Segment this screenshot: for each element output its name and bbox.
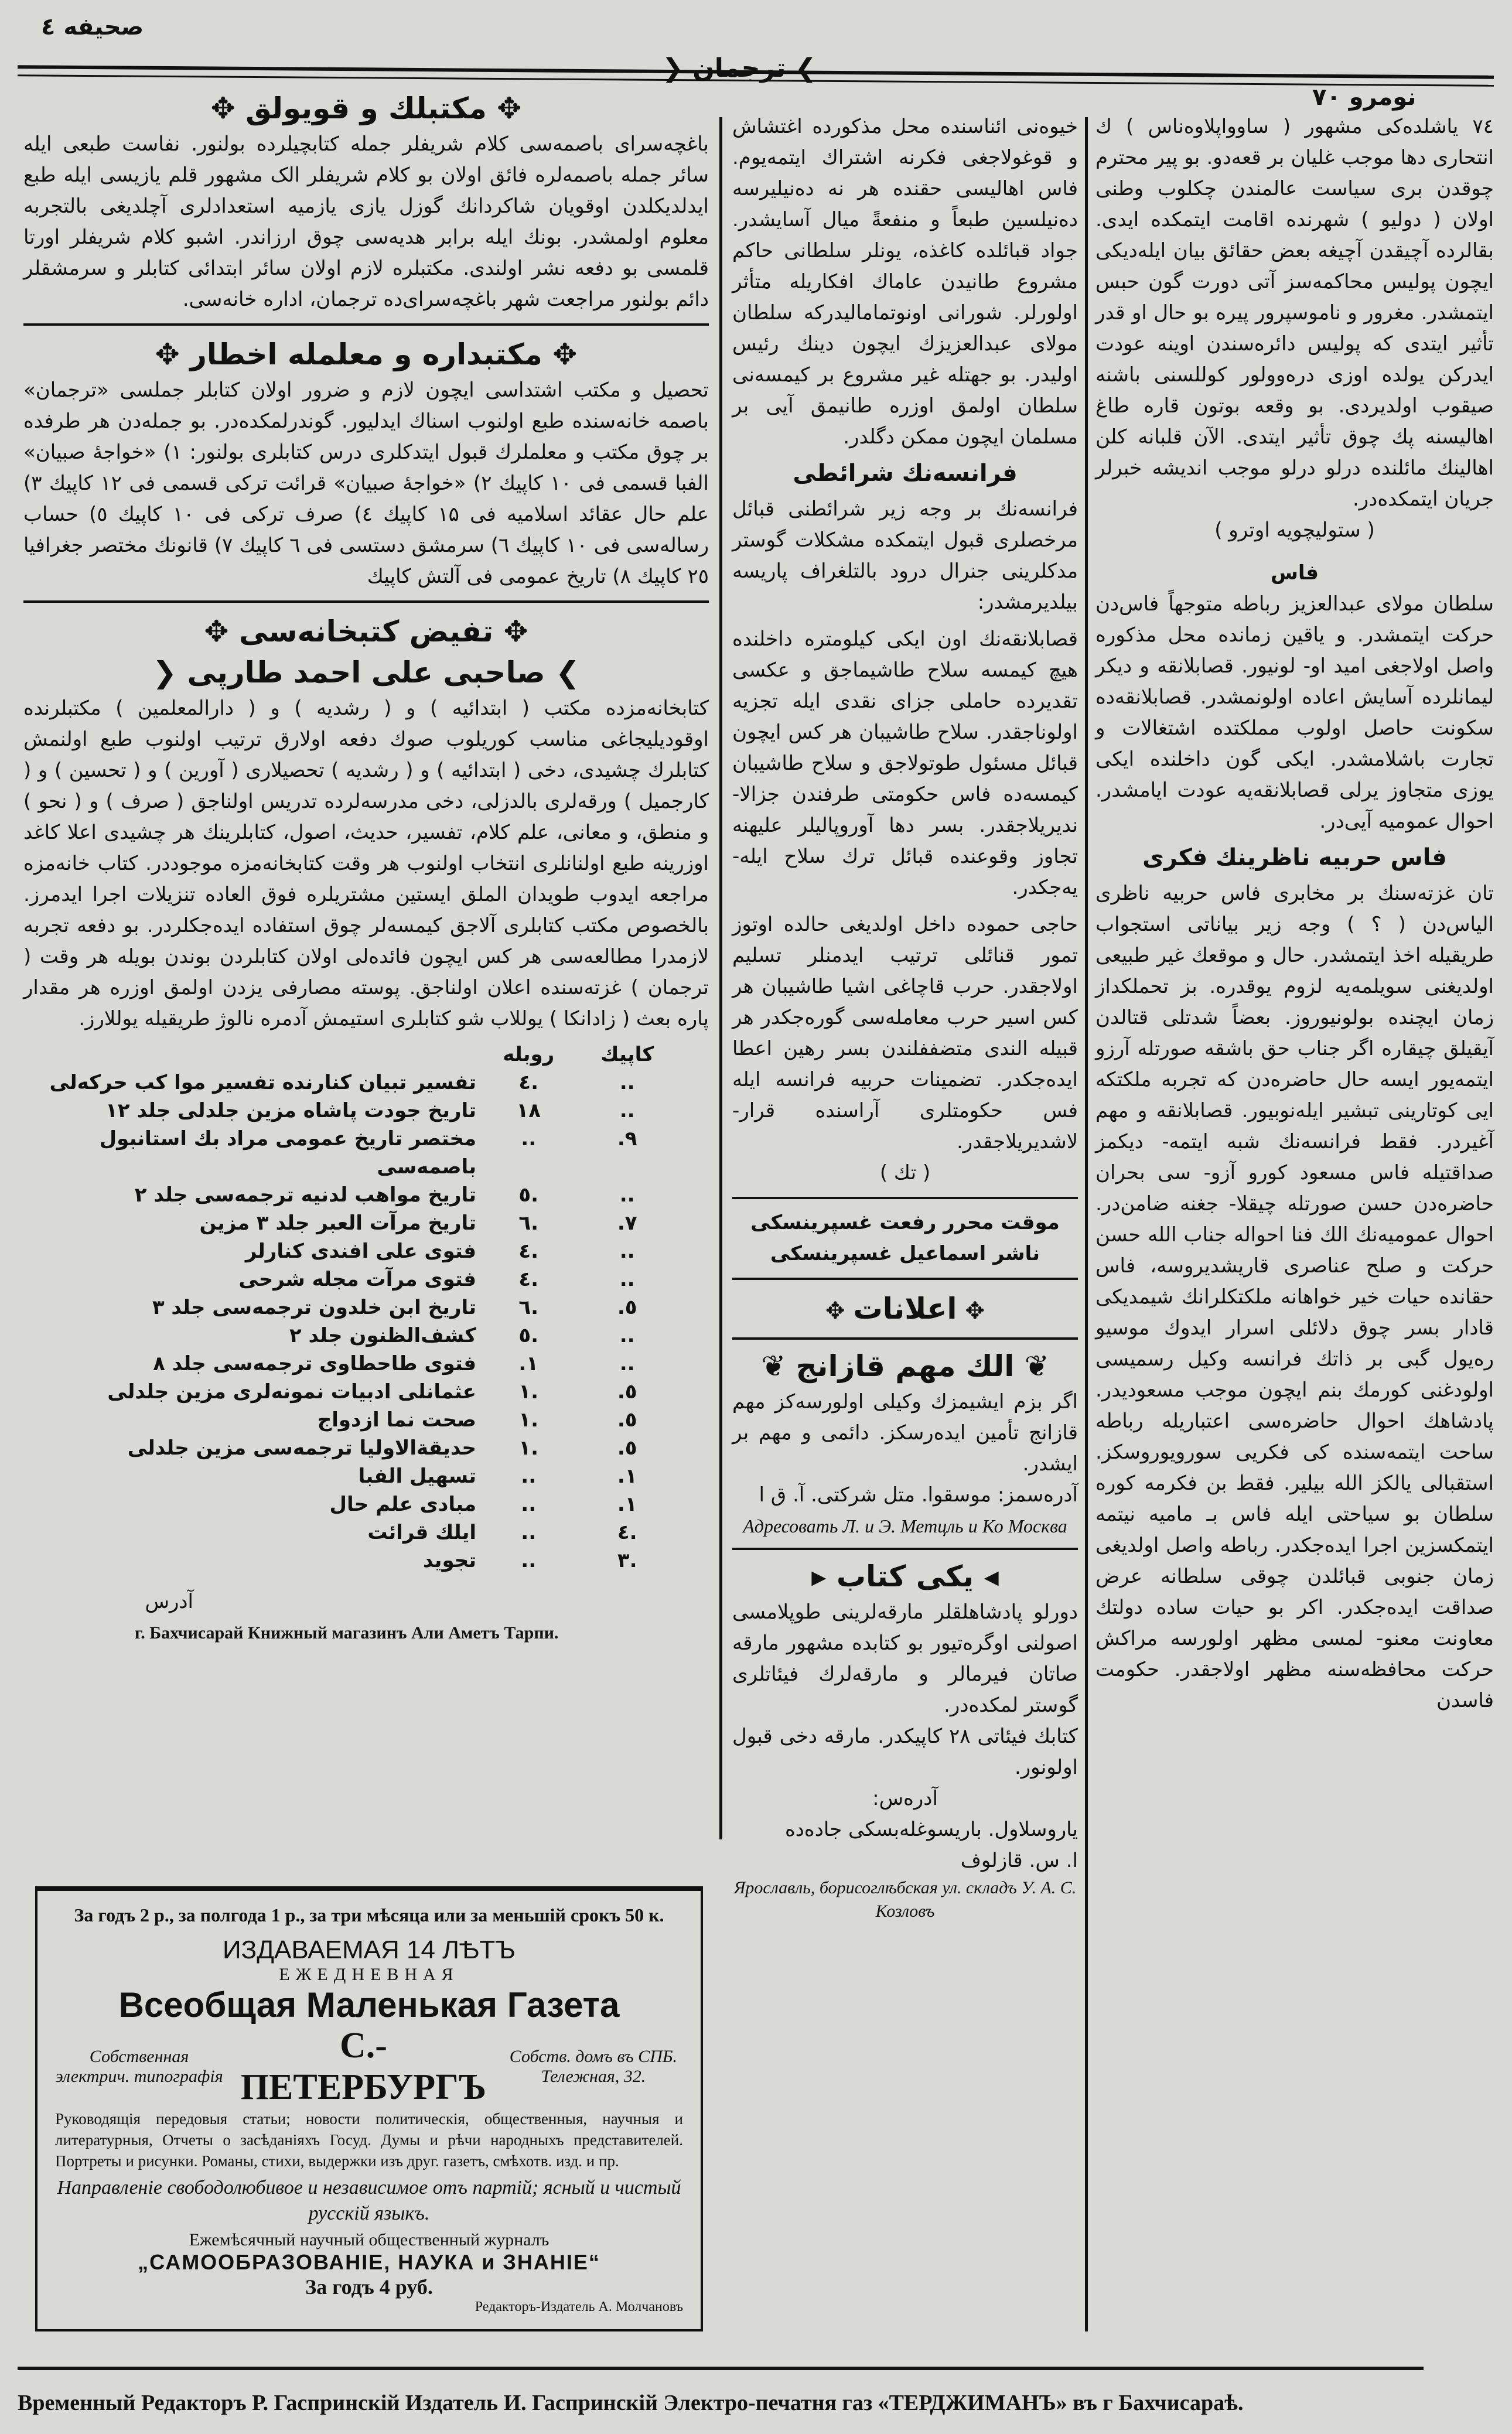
article-minister: تان غزته‌سنك بر مخابری فاس حربیه ناظری الیاس‌دن ( ؟ ) وجه زیر بیاناتی استجواب طریقیله اخذ ایتمشدر. حال و موقعك غیر طبیعی اولدیغنی سویلمه‌یه لزوم یوقدره. بز تحملکداز زمان ایچنده بولونیوروز. بعضاً شدتلی قتالدن آیقیلق چیقاره اگر جناب حق باشقه صورتله آرزو ایتمه‌یور ایسه حال حاضره‌دن که تجربه ملکتکه ایی کوتارینی تبشیر ایله‌نوبیور. قصابلانقه و مهم آغیردر. فقط فرانسه‌نك شبه ایتمه- دیکمز صداقتیله فاس مسعود کورو آزو- سی بحران حاضره‌دن حسن صورتله چیقلا- جغنه ضامن‌در. احوال عمومیه‌نك الك فنا احواله جناب الله حسن حرکت و صلح عناصری قاریشدیروسه، فاس حقانده حیات خیر خواهانه ملکتکلرانك شیمدیکی قادار بسر چوق دلائلی اسرار ایدوك موسیو ره‌یول گبی بر ذاتك فرانسه وکیل رسمیسی اولودغنی کورمك بنم ایچون موجب مسعودیدر. پادشاهك احوال حاضره‌سی اعتباریله رباطه ساحت ایتمه‌سنده کی فکریی سورویوروسکز. استقبالی یالکز الله بیلیر. فقط بن فکرمه کوره سلطان بو سیاحتی ایله فاس بـ مامیه نیتمه ایتمکسزین اجرا ایده‌جکدر. رباطه واصل اولدیغی زمان جنوبی قبائلدن چوقی سلطانه عرض صداقت ایده‌جکدر. اکر بو حیات ساده دولتك معاونت معنو- لمسی مظهر اولورسه مراکش حرکت محافظه‌سنه مظهر اولاجقدر. حکومت فاسدن — [1095, 882, 1494, 1712]
book-row — [23, 1406, 674, 1434]
divider — [732, 1337, 1078, 1340]
article-fas-cont: خیوه‌نی ائناسنده محل مذکورده اغتشاش و قوغولاجغی فکرنه اشتراك ایتمه‌یوم. فاس اهالیسی حقنده هر نه ده‌نیلیرسه ده‌نیلسین طبعاً و منفعةً میال آسایشدر. جواد قبائلده کاغذه، یونلر سلطانی حاکم مشروع طانیدن عاماك افکاریله متأثر اولورلر. شورانی اونوتمامالیدرکه سلطان مولای عبدالعزیزك ایچون دینك رئیس اولیدر. بو جهتله غیر مشروع بر کیمسه‌نی سلطان اولمق اوزره طانیمق آیی بر مسلمان ایچون ممکن دگلدر. — [732, 115, 1078, 449]
ornament-icon: ❦ — [1014, 1349, 1049, 1383]
title-text: ترجمان — [692, 53, 786, 83]
section-heading-schools — [23, 88, 709, 129]
book-title: تاریخ مرآت العبر جلد ۳ مزین — [199, 1211, 477, 1235]
book-kopecks: .. — [619, 1268, 635, 1291]
book-rubles: .٤ — [518, 1240, 539, 1263]
book-kopecks: .. — [619, 1099, 635, 1122]
ad1-address-ru: Адресовать Л. и Э. Метцль и Ко Москва — [743, 1515, 1067, 1537]
book-row — [23, 1293, 674, 1322]
footer-imprint: Временный Редакторъ Р. Гаспринскій Издатель И. Гаспринскій Электро-печатня газ «ТЕРДЖИМАНЪ» въ г Бахчисараѣ. — [18, 2391, 1244, 2415]
book-kopecks: ٥. — [617, 1408, 637, 1432]
column-divider — [719, 117, 722, 1839]
book-row — [23, 1181, 674, 1209]
book-row — [23, 1462, 674, 1490]
ad-body: Руководящія передовыя статьи; новости политическія, общественныя, научныя и литературныя, Отчеты о засѣданіяхъ Госуд. Думы и рѣчи народныхъ представителей. Портреты и рисунки. Романы, стихи, выдержки изъ друг. газетъ, смѣхотв. изд. и пр. — [55, 2110, 683, 2170]
advertisement-gazeta — [35, 1886, 703, 2331]
book-rubles: .. — [521, 1549, 537, 1572]
article-conditions-2: قصابلانقه‌نك اون ایکی کیلومتره داخلنده هیچ کیمسه سلاح طاشیماجق و عکسی تقدیرده حاملی جزای نقدی ایله تجزیه اولوناجقدر. سلاح طاشیبان هر کس ایچون قبائل مسئول طوتولاجق و سلاح طاشیبان کیمسه‌ده فاس حکومتی طرفندن جزالا- ندیریلاجقدر. بسر دها آوروپالیلر علیهنه تجاوز وقوعنده قبائل ترك سلاح ایله- یه‌جکدر. — [732, 627, 1078, 899]
ad-address-note: Собств. домъ въ СПБ. Тележная, 32. — [509, 2047, 678, 2086]
book-rubles: .٤ — [518, 1268, 539, 1291]
heading-text: مکتبداره و معلمله اخطار — [190, 337, 542, 371]
book-rubles: .۱ — [518, 1408, 539, 1432]
book-rubles: .۱ — [518, 1380, 539, 1404]
book-kopecks: .. — [619, 1324, 635, 1347]
ad1-body: اگر بزم ایشیمزك وکیلی اولورسه‌کز مهم قازانج تأمین ایده‌رسکز. دائمی و مهم بر ایشدر. — [732, 1390, 1078, 1476]
book-row — [23, 1490, 674, 1518]
ad1-address: آدره‌سمز: موسقوا. متل شرکتی. آ. ق ا — [759, 1483, 1078, 1507]
ad-line-years: ИЗДАВАЕМАЯ 14 ЛѢТЪ — [223, 1935, 516, 1964]
divider — [732, 1548, 1078, 1550]
book-rubles: .٥ — [518, 1183, 539, 1207]
book-kopecks: ٩. — [617, 1127, 637, 1151]
book-title: عثمانلی ادبیات نمونه‌لری مزین جلدلی — [107, 1380, 477, 1404]
ad-direction: Направленіе свободолюбивое и независимое отъ партій; ясный и чистый русскій языкъ. — [57, 2177, 681, 2224]
ad-printing-note: Собственная электрич. типографія — [55, 2047, 223, 2086]
book-kopecks: .. — [619, 1352, 635, 1375]
article-source: ( ستولیچویه اوترو ) — [1214, 518, 1375, 542]
footer-rule — [18, 2367, 1424, 2375]
article-montenegro: ۷٤ یاشلده‌کی مشهور ( ساوواپلاوه‌ناس ) ك انتحاری دها موجب غلیان بر قعه‌دو. بو پیر محترم چوقدن بری سیاست عالمندن چکلوب وطنی اولان ( دولیو ) شهرنده اقامت ایتمکده ایدی. بقالرده آچیقدن آچیغه بعض حقائق بیان ایله‌دیکی ایچون پولیس محاکمه‌سز آتی دورت گون حبس ایتمشدر. مغرور و ناموسپرور پیره بو حال او قدر تأثیر ایتدی که پولیس دائره‌سندن اوینه عودت ایدرکن یولده اوزی دره‌وولور کوللسنی باشنه صیقوب اولدیردی. بو وقعه بوتون قاره طاغ اهالیسنه پك چوق تأثیر ایتدی. الآن قلبانه کلن اهالینك مائلنده درلو درلو موجب اندیشه خبرلر جریان ایتمکده‌در. — [1095, 115, 1494, 511]
article-notice: تحصیل و مکتب اشتداسی ایچون لازم و ضرور اولان کتابلر جملسی «ترجمان» باصمه خانه‌سنده طبع اولنوب اسناك ایدلیور. گوندرلمکده‌در. بو جمله‌دن هر طرفده بر چوق مکتب و معلملرك قبول ایتدکلری درس کتابلری بولنور: ۱) «خواجۀ صبیان» الفبا قسمی فی ۱۰ کاپیك ۲) «خواجۀ صبیان» قرائت ترکی قسمی فی ۱۲ کاپیك ۳) علم حال عقائد اسلامیه فی ۱۵ کاپیك ٤) صرف ترکی فی ۱۰ کاپیك ٥) حساب رساله‌سی فی ۱۰ کاپیك ٦) سرمشق دستسی فی ٦ کاپیك ۷) قانونك مختصر جغرافیا ۲٥ کاپیك ۸) تاریخ عمومی فی آلتش کاپیك — [23, 378, 709, 588]
book-title: فتوی طاحطاوی ترجمه‌سی جلد ۸ — [153, 1352, 477, 1375]
ad1-heading — [732, 1346, 1078, 1387]
ad-newspaper-title: Всеобщая Маленькая Газета — [118, 1985, 620, 2025]
article-sign: ( تك ) — [879, 1161, 931, 1184]
book-kopecks: ٥. — [617, 1380, 637, 1404]
book-row — [23, 1097, 674, 1125]
divider — [732, 1278, 1078, 1280]
section-heading-fas: فاس — [1271, 561, 1319, 585]
book-row — [23, 1434, 674, 1462]
section-heading-notice — [23, 334, 709, 375]
book-rubles: ۱۸ — [516, 1099, 541, 1122]
book-kopecks: .. — [619, 1240, 635, 1263]
book-title: ایلك قرائت — [367, 1521, 477, 1544]
ornament-icon: ✥ — [204, 615, 239, 648]
ornament-icon: ❦ — [761, 1349, 796, 1383]
book-title: صحت نما ازدواج — [317, 1408, 477, 1432]
left-column — [23, 88, 709, 1648]
divider — [23, 600, 709, 603]
book-kopecks: ٥. — [617, 1436, 637, 1460]
publisher-line: ناشر اسماعیل غسپرینسکی — [770, 1242, 1040, 1265]
library-owner — [23, 652, 709, 693]
ad-line-daily: ЕЖЕДНЕВНАЯ — [279, 1965, 459, 1984]
book-title: فتوی مرآت مجله شرحی — [238, 1268, 477, 1291]
ornament-icon: ✥ — [493, 615, 528, 648]
book-title: فتوی علی افندی کنارلر — [245, 1240, 477, 1263]
title-header — [23, 1040, 476, 1068]
ornament-icon: ✥ — [486, 91, 522, 125]
article-conditions-3: حاجی حموده داخل اولدیغی حالده اوتوز تمور قنائلی ترتیب ایدمنلر تسلیم اولاجقدر. حرب قاچاغی اشیا طاشیبان هر کس اسیر حرب معامله‌سی گوره‌جکدر هر قبیله الندی متضففلندن بسر رهین اعطا ایده‌جکدر. تضمینات حربیه فرانسه ایله فس حکومتلری آراسنده قرار- لاشدیریلاجقدر. — [732, 913, 1078, 1153]
book-title: تاریخ ابن خلدون ترجمه‌سی جلد ۳ — [152, 1296, 477, 1319]
divider — [23, 323, 709, 326]
book-kopecks: ۷. — [617, 1211, 637, 1235]
book-row — [23, 1209, 674, 1237]
book-rubles: ۱. — [518, 1352, 539, 1375]
page-number: صحیفه ٤ — [41, 13, 144, 40]
book-rubles: .. — [521, 1127, 537, 1151]
editor-line: موقت محرر رفعت غسپرینسکی — [750, 1211, 1060, 1234]
book-row — [23, 1265, 674, 1293]
ad-editor: Редакторъ-Издатель А. Молчановъ — [475, 2299, 683, 2314]
article-fas: سلطان مولای عبدالعزیز رباطه متوجهاً فاس‌دن حرکت ایتمشدر. و یاقین زمانده محل مذکوره واصل اولاجغی امید او- لونیور. قصابلانقه و دیکر لیمانلرده آسایش اعاده اولونمشدر. قصابلانقه‌ده سکونت حاصل اولوب مملکتده اشتغالات و تجارت باشلامشدر. ایکی گون داخلنده ایکی یوزی متجاوز یرلی قصابلانقه‌یه عودت ایامشدر. احوال عمومیه آیی‌در. — [1095, 592, 1494, 833]
ad2-heading — [732, 1556, 1078, 1597]
subscription-prices: За годъ 2 р., за полгода 1 р., за три мѣсяца или за меньшій срокъ 50 к. — [74, 1904, 664, 1926]
middle-column — [732, 111, 1078, 1923]
book-price-list — [23, 1040, 709, 1575]
ad2-name: ا. س. قازلوف — [960, 1849, 1078, 1872]
ads-heading-text: اعلانات — [853, 1292, 957, 1326]
journal-price: За годъ 4 руб. — [305, 2275, 433, 2299]
article-conditions: فرانسه‌نك بر وجه زیر شرائطنی قبائل مرخصلری قبول ایتمکده مشکلات گوستر مدکلرینی جنرال درود بالتلغراف پاریسه بیلدیرمشدر: — [732, 497, 1078, 614]
book-rubles: .٦ — [518, 1296, 539, 1319]
book-row — [23, 1518, 674, 1547]
price-header — [23, 1040, 674, 1068]
journal-intro: Ежемѣсячный научный общественный журналъ — [189, 2230, 549, 2249]
book-rubles: .. — [521, 1493, 537, 1516]
book-rubles: .٥ — [518, 1324, 539, 1347]
book-row — [23, 1378, 674, 1406]
journal-title: „САМООБРАЗОВАНІЕ, НАУКА и ЗНАНІЕ“ — [138, 2250, 600, 2274]
book-rubles: .. — [521, 1521, 537, 1544]
book-title: تاریخ جودت پاشاه مزین جلدلی جلد ۱۲ — [105, 1099, 477, 1122]
book-title: مبادی علم حال — [329, 1493, 477, 1516]
book-title: تجوید — [423, 1549, 477, 1572]
book-title: مختصر تاریخ عمومی مراد بك استانبول باصمه‌سی — [99, 1127, 477, 1179]
ads-heading — [732, 1288, 1078, 1332]
book-row — [23, 1068, 674, 1097]
book-kopecks: .. — [619, 1071, 635, 1094]
address-ru: г. Бахчисарай Книжный магазинъ Али Аметъ Тарпи. — [135, 1623, 559, 1643]
heading-text: مکتبلك و قویولق — [245, 91, 487, 125]
book-row — [23, 1322, 674, 1350]
kopecks-header: کاپیك — [600, 1043, 654, 1066]
ad2-address: یاروسلاول. باریسوغله‌بسکی جاده‌ده — [784, 1818, 1078, 1841]
ornament-icon: ◂ — [974, 1559, 999, 1593]
address-label: آدرس — [145, 1590, 193, 1613]
ornament-icon: ✥ — [542, 337, 578, 371]
ad2-heading-text: یکی کتاب — [836, 1559, 974, 1593]
ad1-heading-text: الك مهم قازانج — [796, 1349, 1015, 1383]
ornament-icon: ✥ — [210, 91, 246, 125]
ad2-address-ru: Ярославль, борисоглѣбская ул. складъ У. А. С. Козловъ — [733, 1878, 1077, 1921]
book-kopecks: .. — [619, 1183, 635, 1207]
heading-text: تفیض کتبخانه‌سی — [238, 615, 494, 648]
section-heading-conditions: فرانسه‌نك شرائطی — [793, 460, 1018, 487]
book-title: کشف‌الظنون جلد ۲ — [289, 1324, 477, 1347]
ornament-icon: ✥ — [825, 1298, 854, 1324]
right-column — [1095, 111, 1494, 1716]
issue-number: نومرو ٧٠ — [1312, 84, 1417, 111]
ornament-icon: ❮ — [786, 53, 817, 83]
divider — [732, 1197, 1078, 1199]
article-library: کتابخانه‌مزده مکتب ( ابتدائیه ) و ( رشدیه ) و ( دارالمعلمین ) مکتبلرنده اوقودیلیجاغی مناسب کوریلوب صوك دفعه اولارق ترتیب اولنوب طبع اولنمش کتابلرك چشیدی، دخی ( ابتدائیه ) و ( رشدیه ) تحصیلاری ( آورین ) و ( تحسین ) و ( کارجمیل ) ورقه‌لری بالدزلی، دخی مدرسه‌لرده تدریس اولناجق ( صرف ) و ( نحو ) و منطق، و معانی، علم کلام، تفسیر، حدیث، اصول، کتابلرینك هر چشیدی اعلا کاغد اوزرینه طبع اولنانلری انتخاب اولنوب هر وقت کتابخانه‌مزه موجوددر. کتاب خانه‌مزه مراجعه ایدوب طویدان الملق ایستین مشتریلره فوق العاده تنزیلات اجرا ایدمرز. بالخصوص مکتب کتابلری آلاجق کیمسه‌لر چوق استفاده ایده‌جکلردر. بو دفعه تجربه لازمدرا مطالعه‌سی هر کس ایچون فائده‌لی اولان کتابلردن بوندن بویله هر وقت ( ترجمان ) غزته‌سنده اعلان اولناجق. پوسته مصارفی یزدن اولمق اوزره هر مقدار پاره بعث ( زادانکا ) یوللاب شو کتابلری استیمش آدمره نالوژ طریقیله یوللارز. — [23, 697, 709, 1030]
ad2-address-label: آدره‌س: — [872, 1787, 938, 1810]
ad2-body: دورلو پادشاهلقلر مارقه‌لرینی طوپلامسی اصولنی اوگره‌تیور بو کتابده مشهور مارقه صاتان فیرمالر و مارقه‌لرك فیئاتلری گوستر لمکده‌در. — [732, 1600, 1078, 1717]
book-rubles: .٤ — [518, 1071, 539, 1094]
book-kopecks: ٥. — [617, 1296, 637, 1319]
ornament-icon: ❯ — [662, 53, 693, 83]
book-title: تسهیل الفبا — [358, 1465, 477, 1488]
ornament-icon: ▸ — [811, 1559, 837, 1593]
owner-text: صاحبی علی احمد طارپی — [187, 656, 545, 689]
rubles-header: روبله — [503, 1043, 555, 1066]
ornament-icon: ✥ — [957, 1298, 985, 1324]
book-kopecks: ۱. — [617, 1493, 637, 1516]
book-title: حدیقة‌الاولیا ترجمه‌سی مزین جلدلی — [127, 1436, 477, 1460]
book-row — [23, 1547, 674, 1575]
ornament-icon: ❯ — [545, 656, 580, 689]
book-row — [23, 1125, 674, 1181]
ad2-price: کتابك فیئاتی ۲۸ کاپیکدر. مارقه دخی قبول اولونور. — [732, 1725, 1078, 1779]
column-divider — [1085, 117, 1088, 2331]
ornament-icon: ❮ — [152, 656, 187, 689]
book-rubles: .٦ — [518, 1211, 539, 1235]
book-kopecks: .٤ — [617, 1521, 637, 1544]
book-title: تفسیر تبیان کنارنده تفسیر موا کب حرکه‌لی — [49, 1071, 477, 1094]
section-heading-library — [23, 611, 709, 652]
book-rubles: .. — [521, 1465, 537, 1488]
book-row — [23, 1237, 674, 1265]
article-schools: باغچه‌سرای باصمه‌سی کلام شریفلر جمله کتابچیلرده بولنور. نفاست طبعی ایله سائر جمله باصمه‌لره فائق اولان بو کلام شریفلر الک مشهور قلم یازیسی ایله طبع ایدلدیکلدن اوقویان شاکردانك گوزل یازی یازمیه استعدادلری آچلدیغی بالتجربه معلوم اولمشدر. بونك ایله برابر هدیه‌سی چوق ارزاندر. اشبو کلام شریفلر اورتا قلمسی بو دفعه نشر اولندی. مکتبلره لازم اولان سائر ابتدائی کتابلر و سرمشقلر دائم بولنور مراجعت شهر باغچه‌سرای‌ده ترجمان، اداره خانه‌سی. — [23, 132, 709, 311]
ornament-icon: ✥ — [155, 337, 190, 371]
book-rubles: .۱ — [518, 1436, 539, 1460]
book-row — [23, 1350, 674, 1378]
book-kopecks: .۳ — [617, 1549, 637, 1572]
ad-city: С.-ПЕТЕРБУРГЪ — [240, 2026, 487, 2107]
book-title: تاریخ مواهب لدنیه ترجمه‌سی جلد ۲ — [134, 1183, 477, 1207]
book-kopecks: ۱. — [617, 1465, 637, 1488]
section-heading-minister: فاس حربیه ناظرینك فکری — [1142, 844, 1447, 871]
